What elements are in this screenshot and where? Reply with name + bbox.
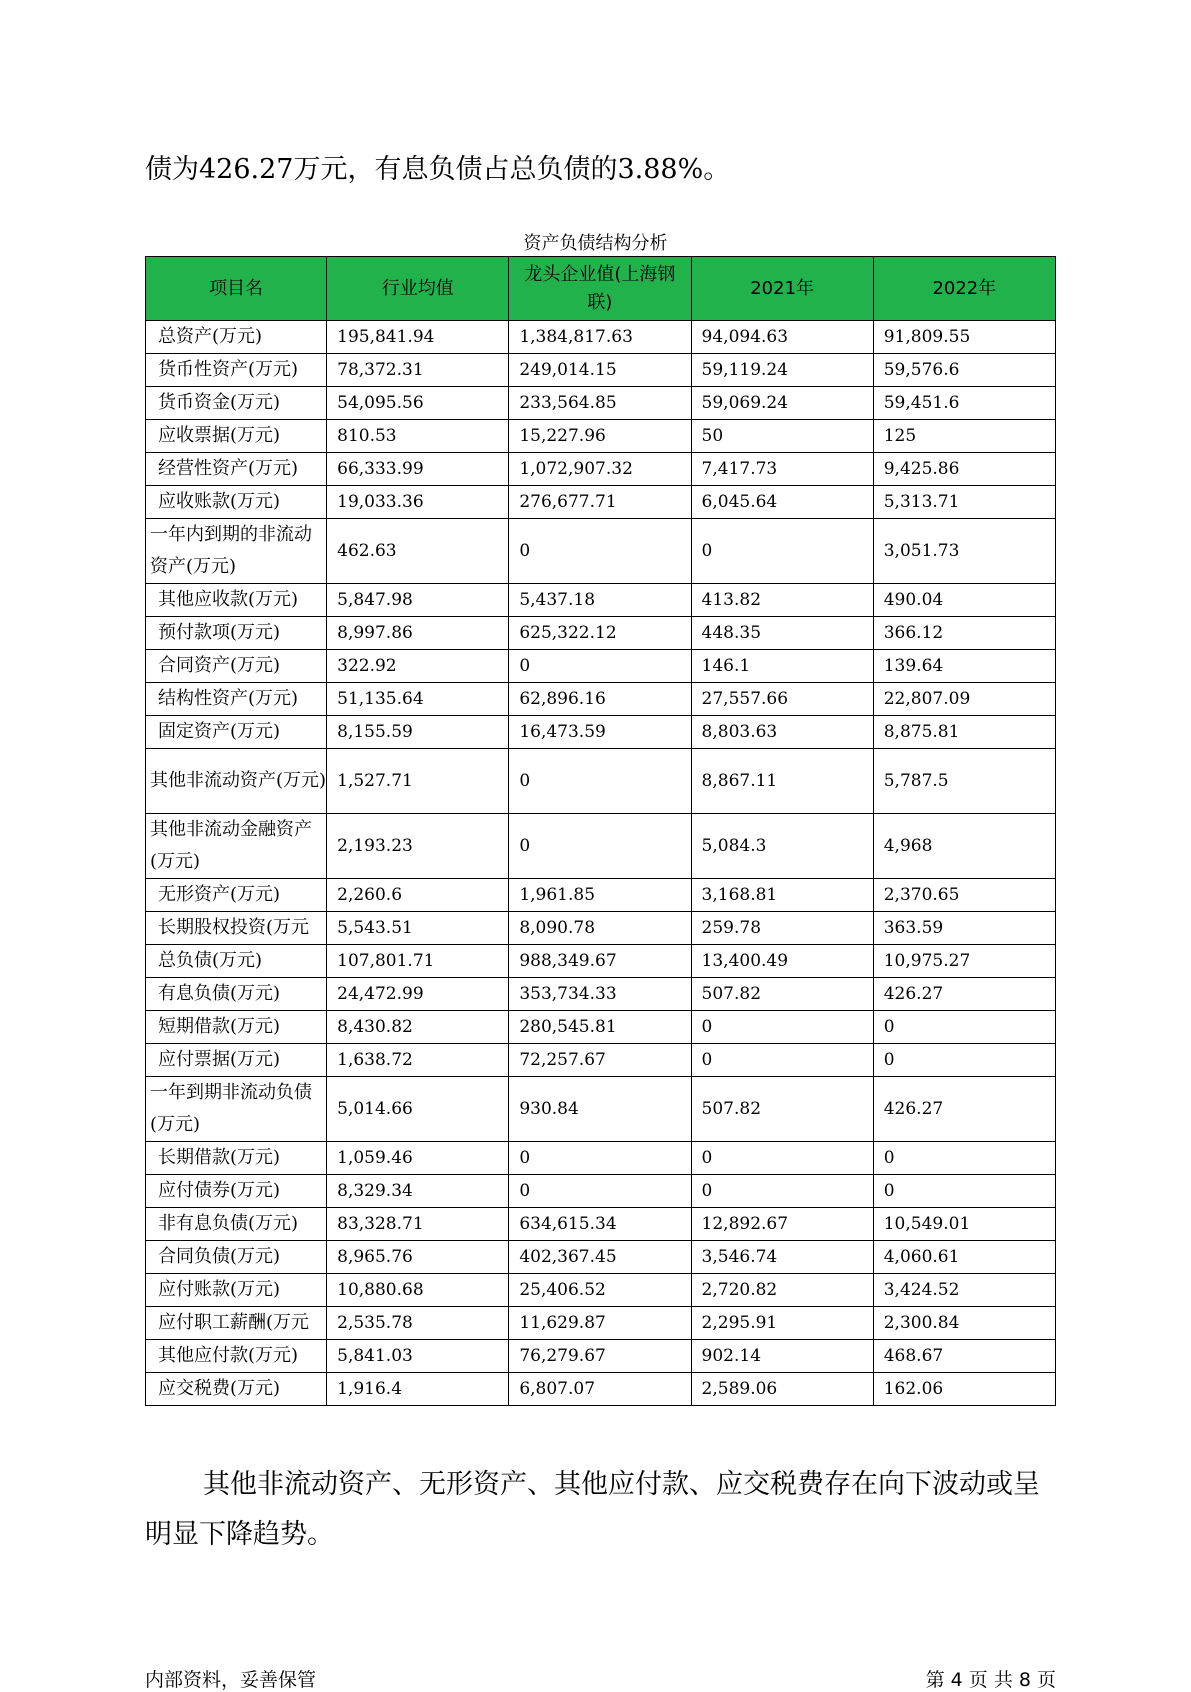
row-item-name: 长期股权投资(万元 (146, 912, 327, 945)
row-value-cell: 0 (691, 1175, 873, 1208)
row-value-cell: 2,300.84 (873, 1307, 1055, 1340)
row-value-cell: 24,472.99 (327, 978, 509, 1011)
row-value-cell: 276,677.71 (509, 486, 691, 519)
row-value-cell: 25,406.52 (509, 1274, 691, 1307)
row-value-cell: 5,084.3 (691, 814, 873, 879)
table-row (146, 683, 1056, 716)
row-value-cell: 27,557.66 (691, 683, 873, 716)
row-item-name: 总资产(万元) (146, 321, 327, 354)
row-value-cell: 59,451.6 (873, 387, 1055, 420)
row-value-cell: 363.59 (873, 912, 1055, 945)
row-value-cell: 3,546.74 (691, 1241, 873, 1274)
row-value-cell: 0 (691, 519, 873, 584)
row-value-cell: 2,535.78 (327, 1307, 509, 1340)
row-value-cell: 0 (509, 814, 691, 879)
row-value-cell: 1,072,907.32 (509, 453, 691, 486)
row-value-cell: 8,997.86 (327, 617, 509, 650)
table-row (146, 1208, 1056, 1241)
row-value-cell: 8,803.63 (691, 716, 873, 749)
row-value-cell: 366.12 (873, 617, 1055, 650)
row-value-cell: 448.35 (691, 617, 873, 650)
row-value-cell: 0 (691, 1011, 873, 1044)
table-row (146, 912, 1056, 945)
row-value-cell: 1,916.4 (327, 1373, 509, 1406)
row-value-cell: 0 (691, 1044, 873, 1077)
table-row (146, 945, 1056, 978)
row-item-name: 货币性资产(万元) (146, 354, 327, 387)
row-item-name: 结构性资产(万元) (146, 683, 327, 716)
row-value-cell: 259.78 (691, 912, 873, 945)
page-footer (145, 1665, 1056, 1691)
intro-paragraph: 债为426.27万元，有息负债占总负债的3.88%。 (145, 154, 731, 185)
conclusion-paragraph: 其他非流动资产、无形资产、其他应付款、应交税费存在向下波动或呈明显下降趋势。 (145, 1469, 1040, 1550)
table-header-row (146, 257, 1056, 321)
row-value-cell: 12,892.67 (691, 1208, 873, 1241)
row-item-name: 其他非流动资产(万元) (146, 749, 327, 814)
row-value-cell: 233,564.85 (509, 387, 691, 420)
row-value-cell: 8,875.81 (873, 716, 1055, 749)
row-value-cell: 3,424.52 (873, 1274, 1055, 1307)
row-value-cell: 462.63 (327, 519, 509, 584)
row-value-cell: 0 (873, 1142, 1055, 1175)
table-row (146, 650, 1056, 683)
row-value-cell: 54,095.56 (327, 387, 509, 420)
header-2022: 2022年 (873, 257, 1055, 321)
row-item-name: 其他应付款(万元) (146, 1340, 327, 1373)
row-value-cell: 625,322.12 (509, 617, 691, 650)
row-value-cell: 1,059.46 (327, 1142, 509, 1175)
table-row (146, 387, 1056, 420)
table-row (146, 321, 1056, 354)
row-value-cell: 2,370.65 (873, 879, 1055, 912)
table-row (146, 584, 1056, 617)
row-value-cell: 4,060.61 (873, 1241, 1055, 1274)
row-item-name: 长期借款(万元) (146, 1142, 327, 1175)
row-value-cell: 59,069.24 (691, 387, 873, 420)
row-value-cell: 6,045.64 (691, 486, 873, 519)
row-value-cell: 51,135.64 (327, 683, 509, 716)
table-row (146, 486, 1056, 519)
row-value-cell: 468.67 (873, 1340, 1055, 1373)
table-row (146, 354, 1056, 387)
row-item-name: 应收票据(万元) (146, 420, 327, 453)
row-item-name: 合同负债(万元) (146, 1241, 327, 1274)
row-value-cell: 5,841.03 (327, 1340, 509, 1373)
row-value-cell: 15,227.96 (509, 420, 691, 453)
row-value-cell: 1,384,817.63 (509, 321, 691, 354)
row-value-cell: 0 (509, 749, 691, 814)
row-value-cell: 1,961.85 (509, 879, 691, 912)
row-value-cell: 2,260.6 (327, 879, 509, 912)
row-value-cell: 507.82 (691, 978, 873, 1011)
row-value-cell: 810.53 (327, 420, 509, 453)
table-row (146, 716, 1056, 749)
row-value-cell: 125 (873, 420, 1055, 453)
row-value-cell: 280,545.81 (509, 1011, 691, 1044)
row-value-cell: 10,975.27 (873, 945, 1055, 978)
table-row (146, 420, 1056, 453)
header-2021: 2021年 (691, 257, 873, 321)
table-row (146, 879, 1056, 912)
table-row (146, 1307, 1056, 1340)
row-value-cell: 490.04 (873, 584, 1055, 617)
row-item-name: 应付票据(万元) (146, 1044, 327, 1077)
row-value-cell: 162.06 (873, 1373, 1055, 1406)
row-value-cell: 76,279.67 (509, 1340, 691, 1373)
row-value-cell: 0 (873, 1011, 1055, 1044)
row-value-cell: 8,867.11 (691, 749, 873, 814)
row-value-cell: 50 (691, 420, 873, 453)
row-value-cell: 72,257.67 (509, 1044, 691, 1077)
row-value-cell: 402,367.45 (509, 1241, 691, 1274)
row-value-cell: 94,094.63 (691, 321, 873, 354)
row-value-cell: 107,801.71 (327, 945, 509, 978)
row-value-cell: 322.92 (327, 650, 509, 683)
table-row (146, 1274, 1056, 1307)
row-item-name: 固定资产(万元) (146, 716, 327, 749)
footer-page-number: 第 4 页 共 8 页 (925, 1669, 1056, 1691)
row-item-name: 无形资产(万元) (146, 879, 327, 912)
row-value-cell: 8,965.76 (327, 1241, 509, 1274)
row-value-cell: 507.82 (691, 1077, 873, 1142)
row-value-cell: 2,720.82 (691, 1274, 873, 1307)
table-row (146, 1241, 1056, 1274)
row-item-name: 合同资产(万元) (146, 650, 327, 683)
table-row (146, 1175, 1056, 1208)
row-value-cell: 5,313.71 (873, 486, 1055, 519)
row-item-name: 其他非流动金融资产(万元) (146, 814, 327, 879)
footer-confidential-note: 内部资料，妥善保管 (145, 1669, 317, 1691)
table-row (146, 1077, 1056, 1142)
row-value-cell: 195,841.94 (327, 321, 509, 354)
row-item-name: 应付职工薪酬(万元 (146, 1307, 327, 1340)
row-value-cell: 5,543.51 (327, 912, 509, 945)
row-value-cell: 146.1 (691, 650, 873, 683)
row-value-cell: 4,968 (873, 814, 1055, 879)
row-value-cell: 5,787.5 (873, 749, 1055, 814)
row-value-cell: 16,473.59 (509, 716, 691, 749)
row-value-cell: 8,155.59 (327, 716, 509, 749)
row-value-cell: 930.84 (509, 1077, 691, 1142)
row-item-name: 经营性资产(万元) (146, 453, 327, 486)
row-item-name: 总负债(万元) (146, 945, 327, 978)
row-value-cell: 0 (509, 650, 691, 683)
table-row (146, 519, 1056, 584)
row-item-name: 短期借款(万元) (146, 1011, 327, 1044)
row-value-cell: 8,329.34 (327, 1175, 509, 1208)
table-row (146, 1373, 1056, 1406)
row-value-cell: 2,193.23 (327, 814, 509, 879)
table-row (146, 1340, 1056, 1373)
row-value-cell: 0 (509, 1142, 691, 1175)
row-value-cell: 1,527.71 (327, 749, 509, 814)
row-value-cell: 7,417.73 (691, 453, 873, 486)
row-value-cell: 353,734.33 (509, 978, 691, 1011)
table-row (146, 978, 1056, 1011)
row-value-cell: 19,033.36 (327, 486, 509, 519)
table-row (146, 749, 1056, 814)
table-row (146, 1011, 1056, 1044)
row-value-cell: 3,051.73 (873, 519, 1055, 584)
row-value-cell: 2,295.91 (691, 1307, 873, 1340)
row-item-name: 应收账款(万元) (146, 486, 327, 519)
row-value-cell: 6,807.07 (509, 1373, 691, 1406)
table-row (146, 617, 1056, 650)
row-item-name: 一年到期非流动负债(万元) (146, 1077, 327, 1142)
row-value-cell: 426.27 (873, 1077, 1055, 1142)
row-item-name: 货币资金(万元) (146, 387, 327, 420)
row-item-name: 其他应收款(万元) (146, 584, 327, 617)
row-value-cell: 634,615.34 (509, 1208, 691, 1241)
row-item-name: 预付款项(万元) (146, 617, 327, 650)
row-value-cell: 10,880.68 (327, 1274, 509, 1307)
row-value-cell: 91,809.55 (873, 321, 1055, 354)
table-body (146, 321, 1056, 1406)
row-value-cell: 0 (509, 519, 691, 584)
row-value-cell: 59,119.24 (691, 354, 873, 387)
row-value-cell: 8,430.82 (327, 1011, 509, 1044)
row-value-cell: 10,549.01 (873, 1208, 1055, 1241)
header-industry-average: 行业均值 (327, 257, 509, 321)
row-value-cell: 0 (873, 1175, 1055, 1208)
row-value-cell: 9,425.86 (873, 453, 1055, 486)
table-caption: 资产负债结构分析 (523, 233, 668, 254)
row-value-cell: 3,168.81 (691, 879, 873, 912)
row-value-cell: 5,014.66 (327, 1077, 509, 1142)
row-value-cell: 11,629.87 (509, 1307, 691, 1340)
row-value-cell: 902.14 (691, 1340, 873, 1373)
row-value-cell: 78,372.31 (327, 354, 509, 387)
table-row (146, 1142, 1056, 1175)
row-item-name: 应付债券(万元) (146, 1175, 327, 1208)
row-value-cell: 59,576.6 (873, 354, 1055, 387)
table-row (146, 1044, 1056, 1077)
row-value-cell: 62,896.16 (509, 683, 691, 716)
row-value-cell: 413.82 (691, 584, 873, 617)
header-item-name: 项目名 (146, 257, 327, 321)
table-row (146, 453, 1056, 486)
row-item-name: 有息负债(万元) (146, 978, 327, 1011)
row-value-cell: 1,638.72 (327, 1044, 509, 1077)
row-value-cell: 8,090.78 (509, 912, 691, 945)
row-value-cell: 66,333.99 (327, 453, 509, 486)
row-value-cell: 0 (691, 1142, 873, 1175)
row-value-cell: 22,807.09 (873, 683, 1055, 716)
balance-sheet-table (145, 256, 1056, 1406)
row-value-cell: 5,437.18 (509, 584, 691, 617)
row-value-cell: 249,014.15 (509, 354, 691, 387)
table-row (146, 814, 1056, 879)
row-item-name: 非有息负债(万元) (146, 1208, 327, 1241)
row-value-cell: 2,589.06 (691, 1373, 873, 1406)
row-value-cell: 5,847.98 (327, 584, 509, 617)
row-value-cell: 0 (509, 1175, 691, 1208)
header-leader-value: 龙头企业值(上海钢联) (509, 257, 691, 321)
row-value-cell: 13,400.49 (691, 945, 873, 978)
row-item-name: 应付账款(万元) (146, 1274, 327, 1307)
row-item-name: 应交税费(万元) (146, 1373, 327, 1406)
row-value-cell: 139.64 (873, 650, 1055, 683)
row-value-cell: 0 (873, 1044, 1055, 1077)
row-value-cell: 988,349.67 (509, 945, 691, 978)
row-value-cell: 426.27 (873, 978, 1055, 1011)
row-item-name: 一年内到期的非流动资产(万元) (146, 519, 327, 584)
row-value-cell: 83,328.71 (327, 1208, 509, 1241)
